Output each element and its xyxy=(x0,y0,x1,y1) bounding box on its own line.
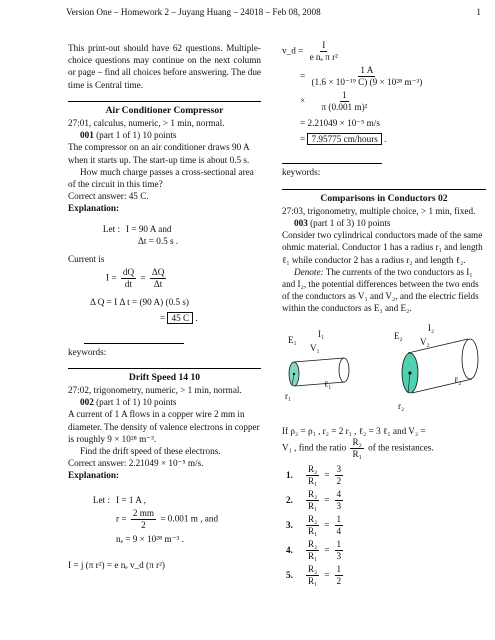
question-text: A current of 1 A flows in a copper wire 2 mm in diameter. The density of valence electrons in copper is roughly 9 × 10²⁸ m⁻³. xyxy=(68,409,260,444)
condition-text: If ρ₂ = ρ₁ , r₂ = 2 r₁ , ℓ₂ = 3 ℓ₁ and V₂ = xyxy=(282,425,426,436)
question-meta: 27:03, trigonometry, multiple choice, > 1 min, fixed. xyxy=(282,205,476,216)
conductor-2 xyxy=(402,336,478,393)
choice-ratio: $\frac{\text{R₂}}{\text{R₁}}$ xyxy=(308,563,318,586)
choice-value: $\frac{3}{2}$ xyxy=(336,463,342,486)
question-part: 002 (part 1 of 1) 10 points xyxy=(80,397,177,408)
current-label: Current is xyxy=(68,254,105,265)
answer-choice-4[interactable]: 4. $\frac{\text{R₂}}{\text{R₁}}$ = $\frac{1}{3}$ xyxy=(286,538,342,561)
drift-factor: × $\frac{1}{\text{π (0.001 m)²}}$ xyxy=(300,90,368,112)
section-divider xyxy=(68,101,261,102)
choice-ratio: $\frac{\text{R₂}}{\text{R₁}}$ xyxy=(308,513,318,536)
intro-text: This print-out should have 62 questions. Multiple-choice questions may continue on the next column or page – find all choices before answering. The due time is Central time. xyxy=(68,43,261,90)
question-meta: 27:02, trigonometry, numeric, > 1 min, normal. xyxy=(68,385,242,396)
choice-ratio: $\frac{\text{R₂}}{\text{R₁}}$ xyxy=(308,538,318,561)
choice-value: $\frac{1}{2}$ xyxy=(336,563,342,586)
explanation-label: Explanation: xyxy=(68,203,120,214)
question-text: The compressor on an air conditioner draws 90 A when it starts up. The start-up time is about 0.5 s. xyxy=(68,142,250,165)
section-title: Comparisons in Conductors 02 xyxy=(320,192,448,204)
l2-label: ℓ₂ xyxy=(454,374,462,385)
conductor-1 xyxy=(289,358,349,386)
e1-label: E₁ xyxy=(288,334,297,345)
given-values: Let : I = 1 A , r = $\frac{2 mm}{2}$ = 0.001 m , and nₑ = 9 × 10²⁸ m⁻³ . xyxy=(92,494,219,544)
left-column xyxy=(68,42,261,571)
choice-number: 4. xyxy=(286,545,293,556)
right-column xyxy=(282,40,486,589)
explanation-label: Explanation: xyxy=(68,470,120,481)
choice-value: $\frac{1}{4}$ xyxy=(336,513,342,536)
keywords-divider xyxy=(84,343,184,344)
r2-label: r₂ xyxy=(398,400,405,411)
drift-substitution: = $\frac{1 A}{\text{(1.6 × 10⁻¹⁹ C) (9 × 10²⁸ m⁻³)}}$ xyxy=(300,65,423,87)
boxed-answer: 7.95775 cm/hours xyxy=(307,133,381,145)
question-prompt: How much charge passes a cross-sectional area of the circuit in this time? xyxy=(68,166,254,190)
section-divider xyxy=(282,189,486,190)
r1-label: r₁ xyxy=(285,390,292,401)
choice-ratio: $\frac{\text{R₂}}{\text{R₁}}$ xyxy=(308,488,318,511)
charge-result: = 45 C . xyxy=(160,313,198,324)
answer-choices xyxy=(286,464,486,587)
charge-equation: Δ Q = I Δ t = (90 A) (0.5 s) xyxy=(90,297,189,308)
question-part: 001 (part 1 of 1) 10 points xyxy=(80,130,177,141)
i1-label: I₁ xyxy=(318,328,325,339)
choice-number: 1. xyxy=(286,470,293,481)
page-number: 1 xyxy=(476,7,481,17)
choice-value: $\frac{4}{3}$ xyxy=(336,488,342,511)
current-density-equation: I = j (π r²) = e nₑ v_d (π r²) xyxy=(68,560,165,571)
drift-result: = 2.21049 × 10⁻⁵ m/s xyxy=(300,118,380,128)
denote-text: Denote: The currents of the two conductors as I₁ and I₂, the potential differences between the two ends of the conductors as V₁ and V₂, and the electric fields within the conductors as E₁ and E₂. xyxy=(282,266,479,314)
section-title: Drift Speed 14 10 xyxy=(128,371,201,383)
choice-number: 3. xyxy=(286,520,293,531)
answer-choice-1[interactable]: 1. $\frac{\text{R₂}}{\text{R₁}}$ = $\frac{3}{2}$ xyxy=(286,463,342,486)
choice-ratio: $\frac{\text{R₂}}{\text{R₁}}$ xyxy=(308,463,318,486)
page-header xyxy=(66,6,481,18)
question-prompt: Find the drift speed of these electrons. xyxy=(80,446,221,457)
v2-label: V₂ xyxy=(420,336,430,347)
question-text: Consider two cylindrical conductors made of the same ohmic material. Conductor 1 has a radius r₁ and length ℓ₁ while conductor 2 has a radius r₂ and length ℓ₂. xyxy=(282,230,483,265)
correct-answer: Correct answer: 2.21049 × 10⁻⁵ m/s. xyxy=(68,458,204,469)
choice-value: $\frac{1}{3}$ xyxy=(336,538,342,561)
i2-label: I₂ xyxy=(428,322,435,333)
section-title: Air Conditioner Compressor xyxy=(105,104,224,116)
keywords-label: keywords: xyxy=(68,346,107,357)
keywords-label: keywords: xyxy=(282,167,321,178)
v1-label: V₁ xyxy=(310,342,320,353)
l1-label: ℓ₁ xyxy=(324,378,332,389)
conductors-figure xyxy=(282,323,486,419)
given-values: Let : I = 90 A and Δt = 0.5 s . xyxy=(102,223,179,246)
choice-number: 2. xyxy=(286,495,293,506)
boxed-answer: 45 C xyxy=(167,312,193,324)
question-meta: 27:01, calculus, numeric, > 1 min, normal. xyxy=(68,118,225,129)
current-equation: I = $\frac{dQ}{dt}$ = $\frac{\Delta Q}{\Delta t}$ xyxy=(106,267,165,290)
answer-choice-3[interactable]: 3. $\frac{\text{R₂}}{\text{R₁}}$ = $\frac{1}{4}$ xyxy=(286,513,342,536)
choice-number: 5. xyxy=(286,570,293,581)
e2-label: E₂ xyxy=(394,330,403,341)
keywords-divider xyxy=(282,163,382,164)
drift-equation: v_d = $\frac{I}{\text{e nₑ π r²}}$ xyxy=(282,40,338,62)
drift-result-converted: = 7.95775 cm/hours . xyxy=(300,134,387,145)
header-title: Version One – Homework 2 – Juyang Huang – 24018 – Feb 08, 2008 xyxy=(66,7,321,17)
correct-answer: Correct answer: 45 C. xyxy=(68,191,149,202)
section-divider xyxy=(68,368,261,369)
answer-choice-2[interactable]: 2. $\frac{\text{R₂}}{\text{R₁}}$ = $\frac{4}{3}$ xyxy=(286,488,342,511)
question-part: 003 (part 1 of 3) 10 points xyxy=(294,218,391,229)
condition-text-2: V₁ , find the ratio $\frac{\text{R₂}}{\text{R₁}}$ of the resistances. xyxy=(282,436,434,459)
answer-choice-5[interactable]: 5. $\frac{\text{R₂}}{\text{R₁}}$ = $\frac{1}{2}$ xyxy=(286,563,342,586)
